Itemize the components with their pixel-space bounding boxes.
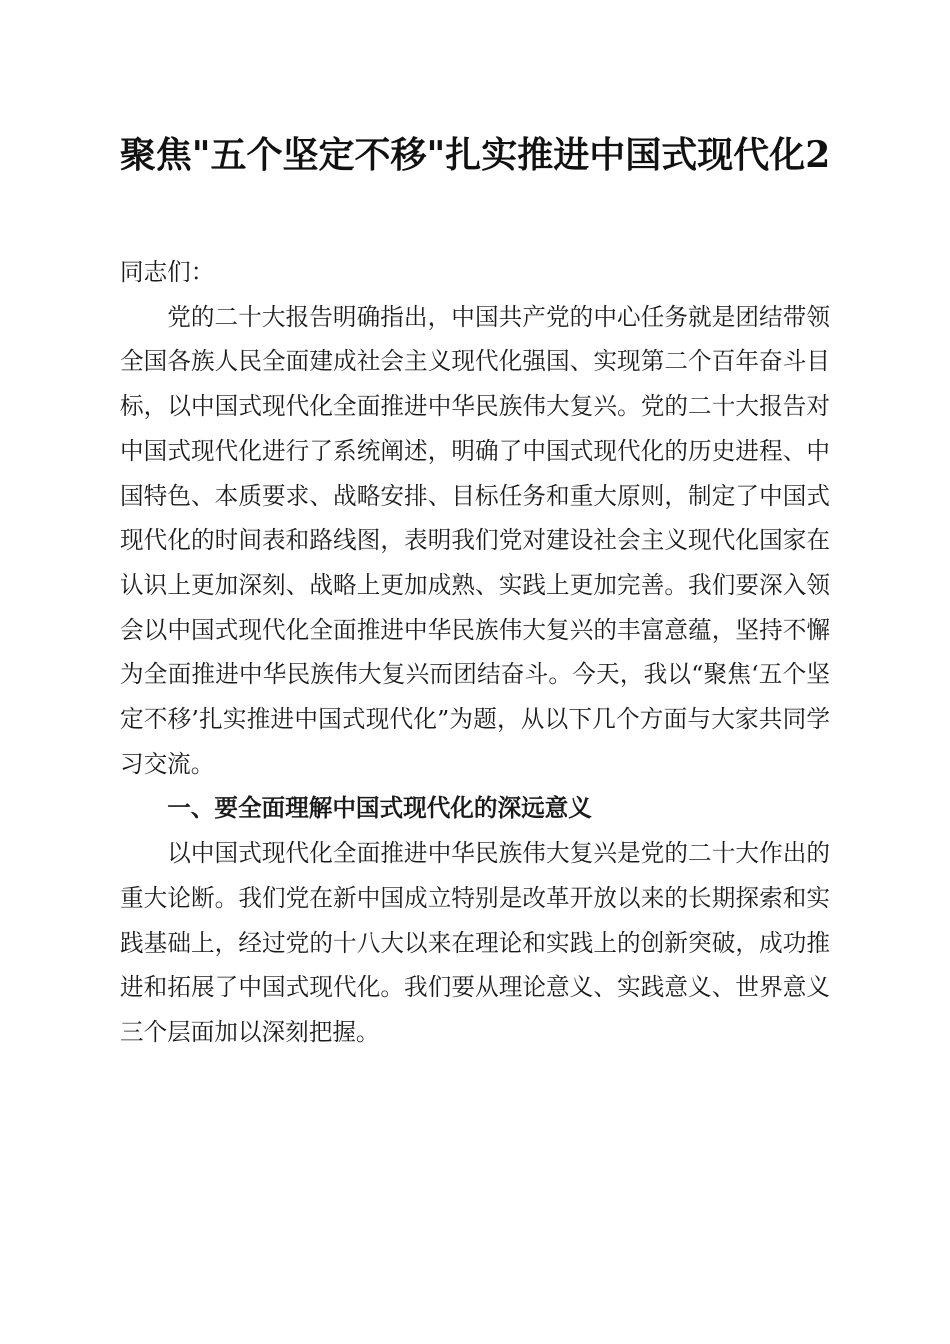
section-1-paragraph: 以中国式现代化全面推进中华民族伟大复兴是党的二十大作出的重大论断。我们党在新中国成立特别是改革开放以来的长期探索和实践基础上，经过党的十八大以来在理论和实践上的创新突破，成功推进和拓展了中国式现代化。我们要从理论意义、实践意义、世界意义三个层面加以深刻把握。 [120, 839, 830, 1046]
salutation: 同志们： [120, 258, 215, 286]
document-title: 聚焦"五个坚定不移"扎实推进中国式现代化2 [119, 134, 831, 176]
section-heading-1: 一、要全面理解中国式现代化的深远意义 [167, 794, 592, 823]
intro-paragraph: 党的二十大报告明确指出，中国共产党的中心任务就是团结带领全国各族人民全面建成社会主义现代化强国、实现第二个百年奋斗目标，以中国式现代化全面推进中华民族伟大复兴。党的二十大报告对中国式现代化进行了系统阐述，明确了中国式现代化的历史进程、中国特色、本质要求、战略安排、目标任务和重大原则，制定了中国式现代化的时间表和路线图，表明我们党对建设社会主义现代化国家在认识上更加深刻、战略上更加成熟、实践上更加完善。我们要深入领会以中国式现代化全面推进中华民族伟大复兴的丰富意蕴，坚持不懈为全面推进中华民族伟大复兴而团结奋斗。今天，我以“聚焦‘五个坚定不移’扎实推进中国式现代化”为题，从以下几个方面与大家共同学习交流。 [120, 302, 830, 778]
document-body [120, 250, 830, 1055]
